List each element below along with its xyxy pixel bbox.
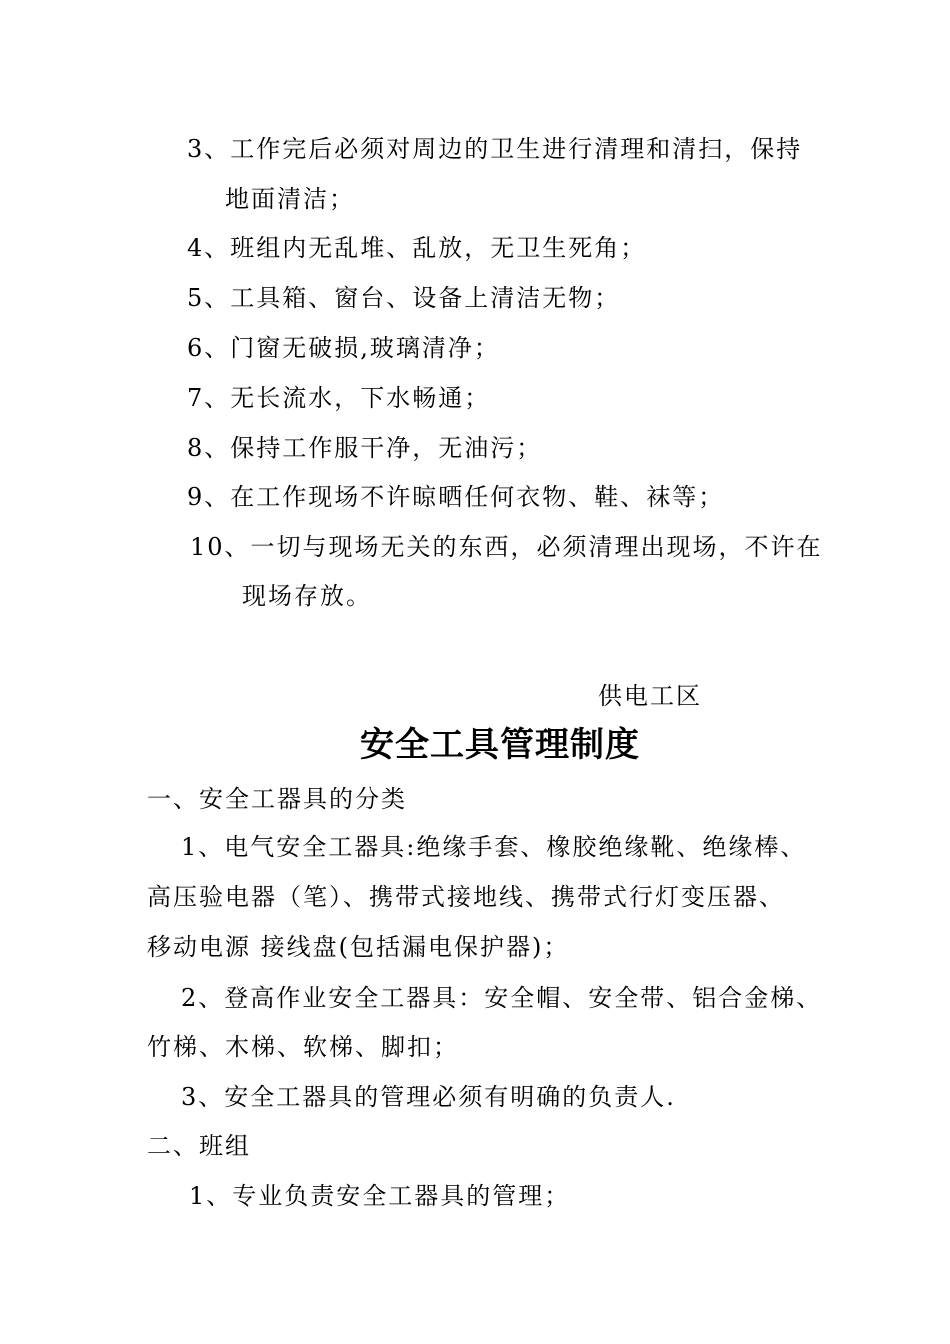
list-item: 3、工作完后必须对周边的卫生进行清理和清扫，保持 — [187, 135, 803, 163]
paragraph-line: 3、安全工器具的管理必须有明确的负责人. — [181, 1083, 676, 1111]
signature-department: 供电工区 — [598, 682, 702, 710]
paragraph-line: 2、登高作业安全工器具：安全帽、安全带、铝合金梯、 — [181, 984, 823, 1012]
list-item: 4、班组内无乱堆、乱放，无卫生死角； — [187, 234, 647, 262]
paragraph-line: 移动电源 接线盘(包括漏电保护器)； — [147, 933, 570, 961]
paragraph-line: 1、专业负责安全工器具的管理； — [189, 1182, 571, 1210]
section-heading: 二、班组 — [147, 1132, 251, 1160]
section-heading: 一、安全工器具的分类 — [147, 785, 407, 813]
list-item: 7、无长流水，下水畅通； — [187, 384, 491, 412]
list-item: 5、工具箱、窗台、设备上清洁无物； — [187, 284, 621, 312]
page-title: 安全工具管理制度 — [360, 725, 640, 765]
paragraph-line: 竹梯、木梯、软梯、脚扣； — [147, 1033, 459, 1061]
list-item: 8、保持工作服干净，无油污； — [187, 434, 543, 462]
list-item-continuation: 现场存放。 — [242, 582, 372, 610]
list-item: 9、在工作现场不许晾晒任何衣物、鞋、袜等； — [187, 483, 725, 511]
list-item: 6、门窗无破损,玻璃清净； — [187, 334, 500, 362]
paragraph-line: 1、电气安全工器具:绝缘手套、橡胶绝缘靴、绝缘棒、 — [181, 833, 807, 861]
paragraph-line: 高压验电器（笔）、携带式接地线、携带式行灯变压器、 — [147, 883, 785, 911]
list-item-continuation: 地面清洁； — [225, 185, 355, 213]
list-item: 10、一切与现场无关的东西，必须清理出现场，不许在 — [190, 533, 823, 561]
